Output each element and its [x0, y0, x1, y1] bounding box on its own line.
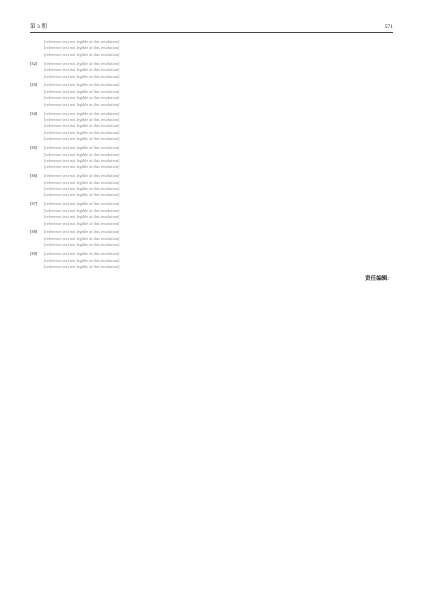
reference-line: [reference text not legible at this resolution]: [44, 207, 120, 213]
reference-text: [44, 201, 393, 227]
reference-number: [33]: [30, 82, 38, 88]
reference-line: [reference text not legible at this resolution]: [44, 229, 120, 235]
reference-line: [reference text not legible at this resolution]: [44, 151, 120, 157]
reference-line: [reference text not legible at this resolution]: [44, 179, 120, 185]
reference-line: [reference text not legible at this resolution]: [44, 123, 120, 129]
reference-number: [37]: [30, 201, 38, 207]
reference-line: [reference text not legible at this resolution]: [44, 67, 120, 73]
responsible-editor: 责任编辑：: [365, 276, 393, 283]
reference-line: [reference text not legible at this resolution]: [44, 251, 120, 257]
reference-text: [44, 111, 393, 143]
editor-label: 责任编辑: [365, 276, 388, 283]
reference-text: [44, 61, 393, 80]
reference-number: [32]: [30, 60, 38, 66]
reference-text: [44, 251, 393, 270]
running-header: [30, 22, 393, 33]
reference-line: [reference text not legible at this resolution]: [44, 82, 120, 88]
reference-entry: [30, 39, 393, 58]
reference-line: [reference text not legible at this resolution]: [44, 201, 120, 207]
reference-line: [reference text not legible at this resolution]: [44, 257, 120, 263]
reference-line: [reference text not legible at this resolution]: [44, 157, 120, 163]
reference-entry: [30, 173, 393, 199]
reference-line: [reference text not legible at this resolution]: [44, 186, 120, 192]
reference-line: [reference text not legible at this resolution]: [44, 60, 120, 66]
reference-line: [reference text not legible at this resolution]: [44, 220, 120, 226]
reference-line: [reference text not legible at this resolution]: [44, 173, 120, 179]
reference-number: [39]: [30, 251, 38, 257]
reference-text: [44, 39, 393, 58]
reference-line: [reference text not legible at this resolution]: [44, 45, 120, 51]
reference-line: [reference text not legible at this resolution]: [44, 51, 120, 57]
reference-line: [reference text not legible at this resolution]: [44, 101, 120, 107]
reference-number: [34]: [30, 110, 38, 116]
reference-entry: [30, 82, 393, 108]
reference-line: [reference text not legible at this resolution]: [44, 164, 120, 170]
reference-list: [30, 39, 393, 270]
reference-line: [reference text not legible at this resolution]: [44, 95, 120, 101]
reference-number: [36]: [30, 173, 38, 179]
reference-entry: [30, 111, 393, 143]
reference-text: [44, 229, 393, 248]
page-number: 571: [384, 24, 393, 30]
reference-entry: [30, 145, 393, 171]
reference-line: [reference text not legible at this resolution]: [44, 192, 120, 198]
reference-line: [reference text not legible at this resolution]: [44, 116, 120, 122]
reference-entry: [30, 61, 393, 80]
reference-number: [30, 39, 44, 58]
reference-line: [reference text not legible at this resolution]: [44, 88, 120, 94]
reference-line: [reference text not legible at this resolution]: [44, 235, 120, 241]
reference-number: [38]: [30, 229, 38, 235]
reference-line: [reference text not legible at this resolution]: [44, 136, 120, 142]
reference-line: [reference text not legible at this resolution]: [44, 264, 120, 269]
reference-text: [44, 173, 393, 199]
reference-line: [reference text not legible at this resolution]: [44, 129, 120, 135]
reference-entry: [30, 251, 393, 270]
reference-text: [44, 145, 393, 171]
issue-number: 第 3 期: [30, 24, 47, 30]
reference-entry: [30, 201, 393, 227]
reference-line: [reference text not legible at this resolution]: [44, 242, 120, 248]
reference-number: [35]: [30, 145, 38, 151]
reference-entry: [30, 229, 393, 248]
reference-line: [reference text not legible at this resolution]: [44, 110, 120, 116]
reference-line: [reference text not legible at this resolution]: [44, 73, 120, 79]
reference-line: [reference text not legible at this resolution]: [44, 39, 120, 44]
reference-line: [reference text not legible at this resolution]: [44, 145, 120, 151]
reference-text: [44, 82, 393, 108]
reference-line: [reference text not legible at this resolution]: [44, 214, 120, 220]
